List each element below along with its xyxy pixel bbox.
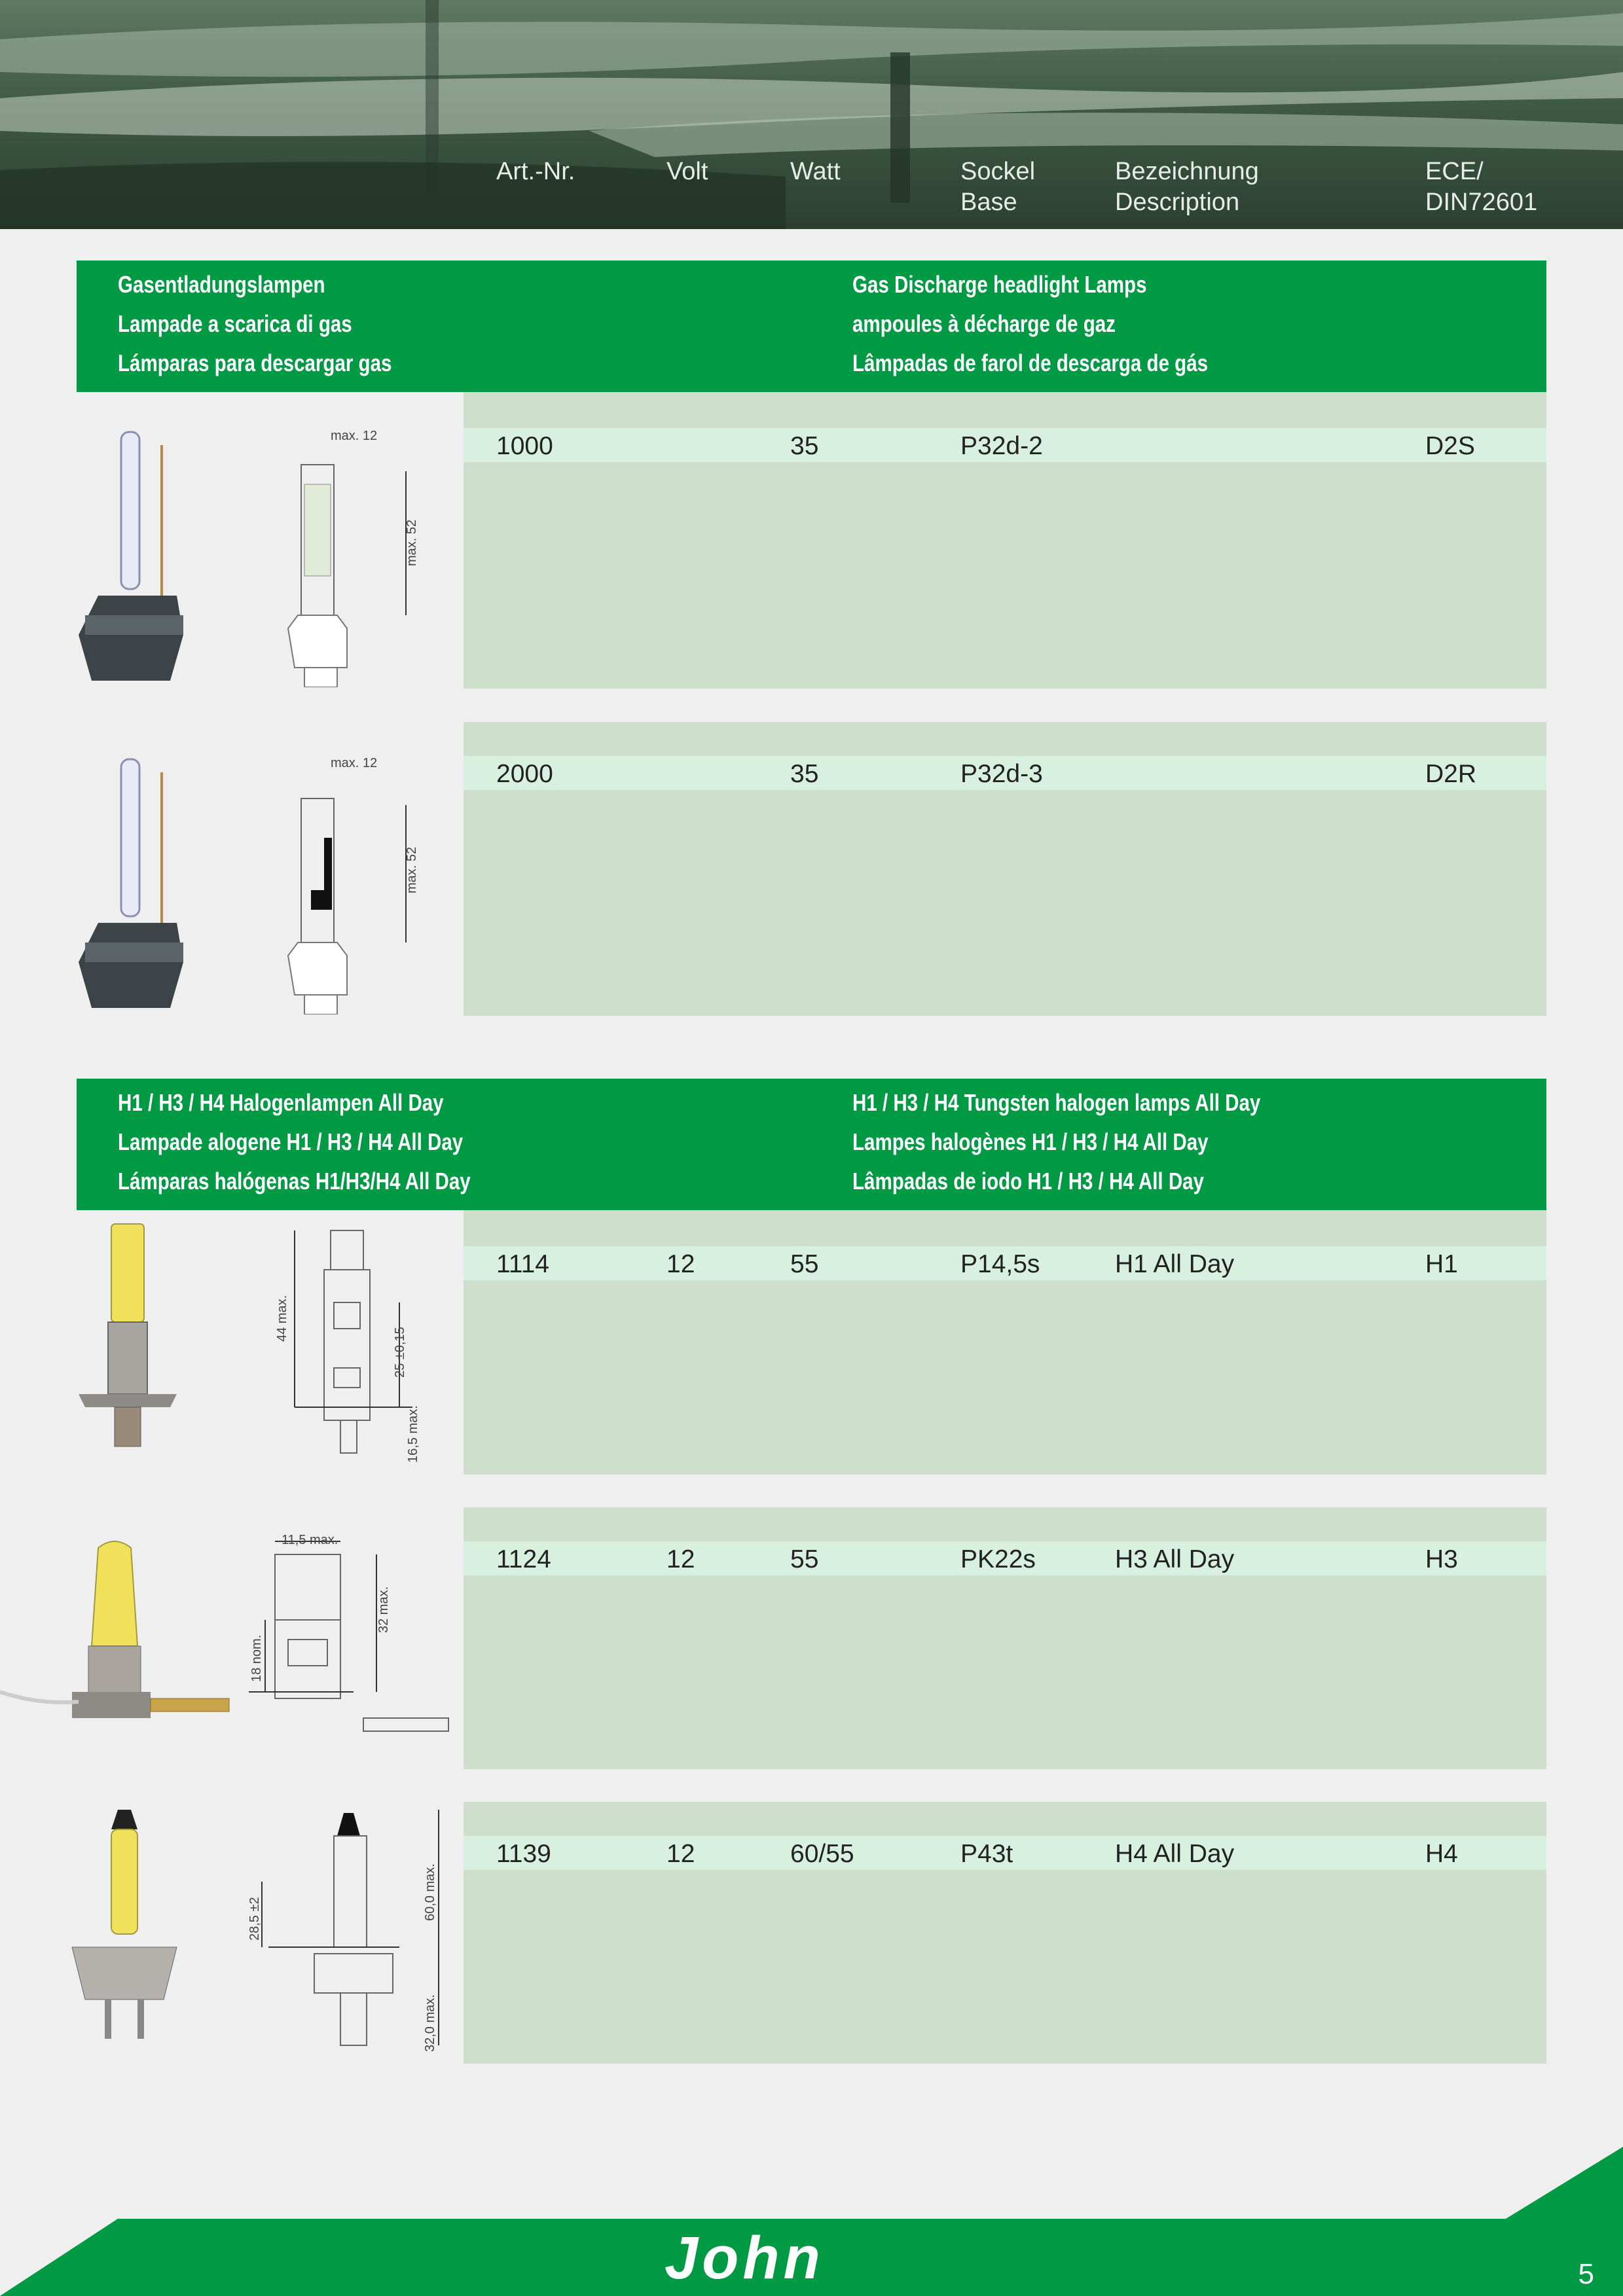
cell-ece: D2S: [1425, 432, 1475, 460]
page-number: 5: [1578, 2258, 1594, 2290]
dimension-label: 32 max.: [376, 1586, 391, 1633]
dimension-label: 32,0 max.: [423, 1994, 437, 2052]
cell-art: 1000: [496, 432, 553, 460]
dimension-label: max. 52: [405, 846, 419, 893]
column-header-volt: Volt: [666, 158, 708, 185]
cell-art: 2000: [496, 760, 553, 788]
table-row: [464, 1836, 1546, 1870]
cell-volt: 12: [666, 1250, 695, 1278]
product-block-1124: [464, 1507, 1546, 1769]
cell-watt: 55: [790, 1250, 819, 1278]
cell-base: PK22s: [960, 1545, 1036, 1573]
product-block-2000: [464, 722, 1546, 1016]
cell-base: P32d-3: [960, 760, 1043, 788]
section-title-right: H1 / H3 / H4 Tungsten halogen lamps All Day Lampes halogènes H1 / H3 / H4 All Day Lâmpadas de iodo H1 / H3 / H4 All Day: [852, 1089, 1261, 1194]
dimension-label: 11,5 max.: [282, 1533, 338, 1547]
cell-watt: 55: [790, 1545, 819, 1573]
section-title-left: H1 / H3 / H4 Halogenlampen All Day Lampade alogene H1 / H3 / H4 All Day Lámparas halógenas H1/H3/H4 All Day: [118, 1089, 471, 1194]
dimension-label: 18 nom.: [249, 1634, 264, 1682]
cell-ece: D2R: [1425, 760, 1477, 788]
d2s-lamp-image: [72, 419, 458, 687]
column-header-watt: Watt: [790, 158, 841, 185]
dimension-label: max. 12: [331, 429, 378, 443]
cell-desc: H3 All Day: [1115, 1545, 1235, 1573]
column-header-ece: ECE/ DIN72601: [1425, 158, 1538, 216]
dimension-label: 60,0 max.: [423, 1863, 437, 1921]
cell-volt: 12: [666, 1840, 695, 1868]
table-row: [464, 1541, 1546, 1575]
cell-base: P43t: [960, 1840, 1013, 1868]
cell-base: P14,5s: [960, 1250, 1040, 1278]
h1-lamp-image: [72, 1217, 458, 1473]
cell-art: 1139: [496, 1840, 551, 1868]
dimension-label: 25 ±0,15: [393, 1327, 407, 1378]
dimension-label: 16,5 max.: [406, 1405, 420, 1463]
cell-watt: 35: [790, 432, 819, 460]
cell-base: P32d-2: [960, 432, 1043, 460]
h4-lamp-image: [52, 1803, 458, 2065]
cell-desc: H1 All Day: [1115, 1250, 1235, 1278]
header-banner: [0, 0, 1623, 229]
cell-art: 1124: [496, 1545, 551, 1573]
section-header-gas-discharge: [77, 260, 1546, 392]
cell-watt: 60/55: [790, 1840, 854, 1868]
cell-ece: H3: [1425, 1545, 1458, 1573]
table-row: [464, 1246, 1546, 1280]
cell-watt: 35: [790, 760, 819, 788]
cell-art: 1114: [496, 1250, 549, 1278]
table-row: [464, 756, 1546, 790]
cell-ece: H1: [1425, 1250, 1458, 1278]
column-header-description: Bezeichnung Description: [1115, 158, 1259, 216]
product-block-1114: [464, 1210, 1546, 1475]
section-title-left: Gasentladungslampen Lampade a scarica di gas Lámparas para descargar gas: [118, 271, 392, 376]
cell-ece: H4: [1425, 1840, 1458, 1868]
d2r-lamp-image: [72, 746, 458, 1014]
table-row: [464, 428, 1546, 462]
dimension-label: 28,5 ±2: [247, 1897, 262, 1941]
column-header-art-nr: Art.-Nr.: [496, 158, 575, 185]
product-block-1000: [464, 392, 1546, 689]
column-header-base: Sockel Base: [960, 158, 1036, 216]
dimension-label: max. 52: [405, 519, 419, 566]
product-block-1139: [464, 1802, 1546, 2064]
h3-lamp-image: [0, 1528, 458, 1764]
cell-desc: H4 All Day: [1115, 1840, 1235, 1868]
section-title-right: Gas Discharge headlight Lamps ampoules à décharge de gaz Lâmpadas de farol de descarga de gás: [852, 271, 1209, 376]
dimension-label: 44 max.: [275, 1295, 289, 1342]
section-header-halogen: [77, 1079, 1546, 1210]
dimension-label: max. 12: [331, 756, 378, 770]
brand-logo: John: [665, 2225, 824, 2291]
cell-volt: 12: [666, 1545, 695, 1573]
road-photo: [0, 0, 1623, 229]
